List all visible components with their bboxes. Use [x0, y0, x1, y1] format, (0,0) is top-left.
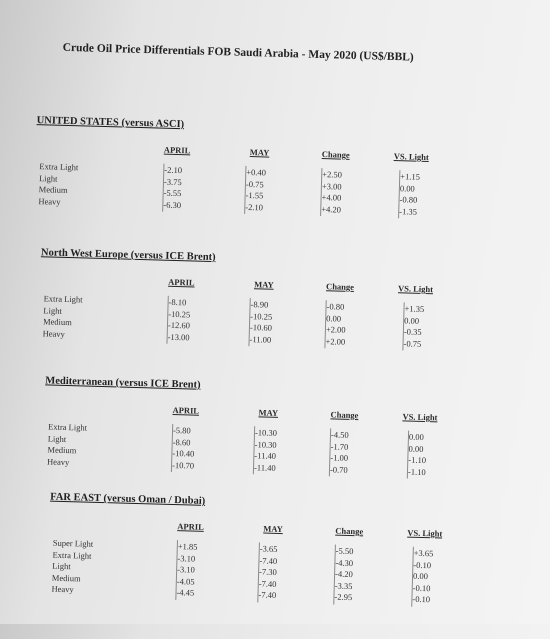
cell-change: -0.70: [329, 463, 348, 475]
cell-april: -4.05: [176, 575, 195, 587]
row-label: Extra Light: [43, 293, 83, 305]
section-3: [49, 491, 530, 605]
cell-may: -8.90: [250, 299, 269, 310]
row-label: Light: [52, 560, 71, 572]
row-label: Heavy: [42, 327, 66, 339]
cell-may: -7.40: [258, 577, 277, 589]
cell-vs-light: -0.80: [399, 194, 418, 205]
row-label: Heavy: [47, 455, 70, 467]
row-label: Heavy: [38, 195, 61, 207]
header-change: Change: [335, 525, 364, 537]
cell-vs-light: -0.35: [403, 326, 422, 337]
cell-april: -3.75: [163, 176, 182, 187]
section-0: [36, 115, 517, 217]
cell-change: -4.30: [335, 557, 354, 568]
cell-vs-light: +3.65: [413, 547, 434, 559]
header-vs-light: VS. Light: [402, 411, 438, 423]
row-label: Medium: [47, 444, 77, 456]
cell-april: -6.30: [163, 199, 182, 210]
cell-may: -10.30: [254, 438, 277, 450]
cell-change: -5.50: [335, 545, 354, 557]
cell-april: -10.40: [172, 447, 195, 459]
cell-change: -2.95: [334, 591, 353, 603]
row-label: Light: [47, 433, 67, 444]
cell-may: -7.30: [259, 566, 277, 577]
cell-change: +3.00: [321, 180, 342, 192]
cell-april: -10.25: [168, 308, 191, 319]
cell-vs-light: +1.15: [400, 171, 421, 182]
cell-april: -4.45: [176, 587, 195, 598]
header-may: MAY: [258, 407, 279, 418]
cell-change: +4.00: [321, 192, 342, 203]
row-label: Medium: [42, 316, 72, 328]
cell-change: +2.00: [325, 324, 346, 335]
cell-change: -4.20: [334, 568, 353, 580]
cell-april: -8.60: [172, 436, 191, 447]
section-title: FAR EAST (versus Oman / Dubai): [49, 491, 206, 507]
row-label: Light: [38, 172, 58, 184]
cell-vs-light: +1.35: [404, 303, 425, 314]
header-april: APRIL: [163, 144, 191, 156]
cell-april: -3.10: [177, 564, 196, 575]
row-label: Medium: [38, 184, 68, 195]
cell-may: -10.60: [249, 322, 273, 333]
cell-vs-light: -0.10: [412, 593, 431, 605]
header-may: MAY: [254, 279, 274, 290]
cell-may: -10.25: [250, 310, 273, 322]
document-title: Crude Oil Price Differentials FOB Saudi Arabia - May 2020 (US$/BBL): [62, 41, 414, 64]
cell-april: -13.00: [167, 331, 190, 342]
cell-may: -0.75: [245, 178, 264, 189]
row-label: Heavy: [51, 583, 74, 595]
header-may: MAY: [263, 523, 284, 535]
section-title: UNITED STATES (versus ASCI): [36, 115, 185, 131]
cell-april: -10.70: [171, 459, 195, 471]
cell-vs-light: -1.10: [408, 454, 427, 466]
cell-change: -1.00: [330, 452, 349, 463]
cell-may: -1.55: [245, 189, 264, 201]
cell-april: -5.80: [172, 425, 191, 436]
cell-change: -3.35: [334, 580, 353, 591]
cell-vs-light: 0.00: [408, 443, 424, 454]
cell-may: -7.40: [259, 554, 278, 566]
cell-may: -11.40: [254, 450, 277, 461]
header-april: APRIL: [168, 276, 195, 288]
cell-change: 0.00: [326, 312, 342, 324]
header-vs-light: VS. Light: [397, 283, 434, 295]
cell-vs-light: 0.00: [412, 570, 429, 582]
row-label: Medium: [51, 572, 81, 583]
section-1: [40, 247, 521, 349]
cell-change: +4.20: [321, 203, 342, 215]
cell-april: -12.60: [167, 319, 191, 331]
cell-may: -10.30: [254, 427, 278, 438]
cell-april: -8.10: [168, 296, 187, 308]
cell-vs-light: -0.75: [403, 337, 422, 349]
header-may: MAY: [249, 147, 270, 158]
cell-vs-light: -0.10: [413, 559, 432, 570]
row-label: Extra Light: [52, 549, 92, 561]
cell-may: -7.40: [258, 589, 277, 600]
row-label: Super Light: [52, 537, 94, 549]
cell-vs-light: -0.10: [412, 582, 431, 593]
cell-vs-light: -1.35: [399, 205, 418, 217]
row-label: Extra Light: [47, 421, 88, 433]
header-april: APRIL: [177, 521, 204, 532]
cell-change: -4.50: [330, 429, 349, 440]
cell-change: -0.80: [326, 301, 345, 312]
header-vs-light: VS. Light: [393, 151, 429, 163]
cell-vs-light: -1.10: [407, 466, 426, 477]
section-2: [45, 375, 526, 477]
cell-april: -2.10: [164, 164, 183, 176]
header-april: APRIL: [172, 404, 200, 416]
cell-may: -2.10: [245, 201, 264, 212]
cell-vs-light: 0.00: [404, 314, 420, 326]
cell-change: +2.50: [322, 169, 343, 180]
header-change: Change: [321, 149, 350, 160]
header-vs-light: VS. Light: [407, 527, 443, 539]
cell-april: -5.55: [163, 187, 182, 199]
cell-vs-light: 0.00: [399, 182, 415, 194]
cell-vs-light: 0.00: [408, 431, 424, 443]
row-label: Extra Light: [39, 161, 79, 173]
cell-april: -3.10: [177, 552, 196, 564]
cell-may: -11.40: [253, 461, 276, 473]
section-title: Mediterranean (versus ICE Brent): [45, 375, 201, 391]
header-change: Change: [325, 281, 355, 292]
header-change: Change: [330, 409, 359, 421]
row-label: Light: [43, 304, 62, 316]
cell-may: +0.40: [246, 166, 267, 178]
cell-april: +1.85: [177, 541, 198, 552]
cell-change: -1.70: [330, 440, 349, 452]
section-title: North West Europe (versus ICE Brent): [40, 247, 216, 264]
cell-may: -11.00: [249, 333, 272, 345]
cell-may: -3.65: [259, 543, 278, 554]
cell-change: +2.00: [325, 335, 346, 347]
